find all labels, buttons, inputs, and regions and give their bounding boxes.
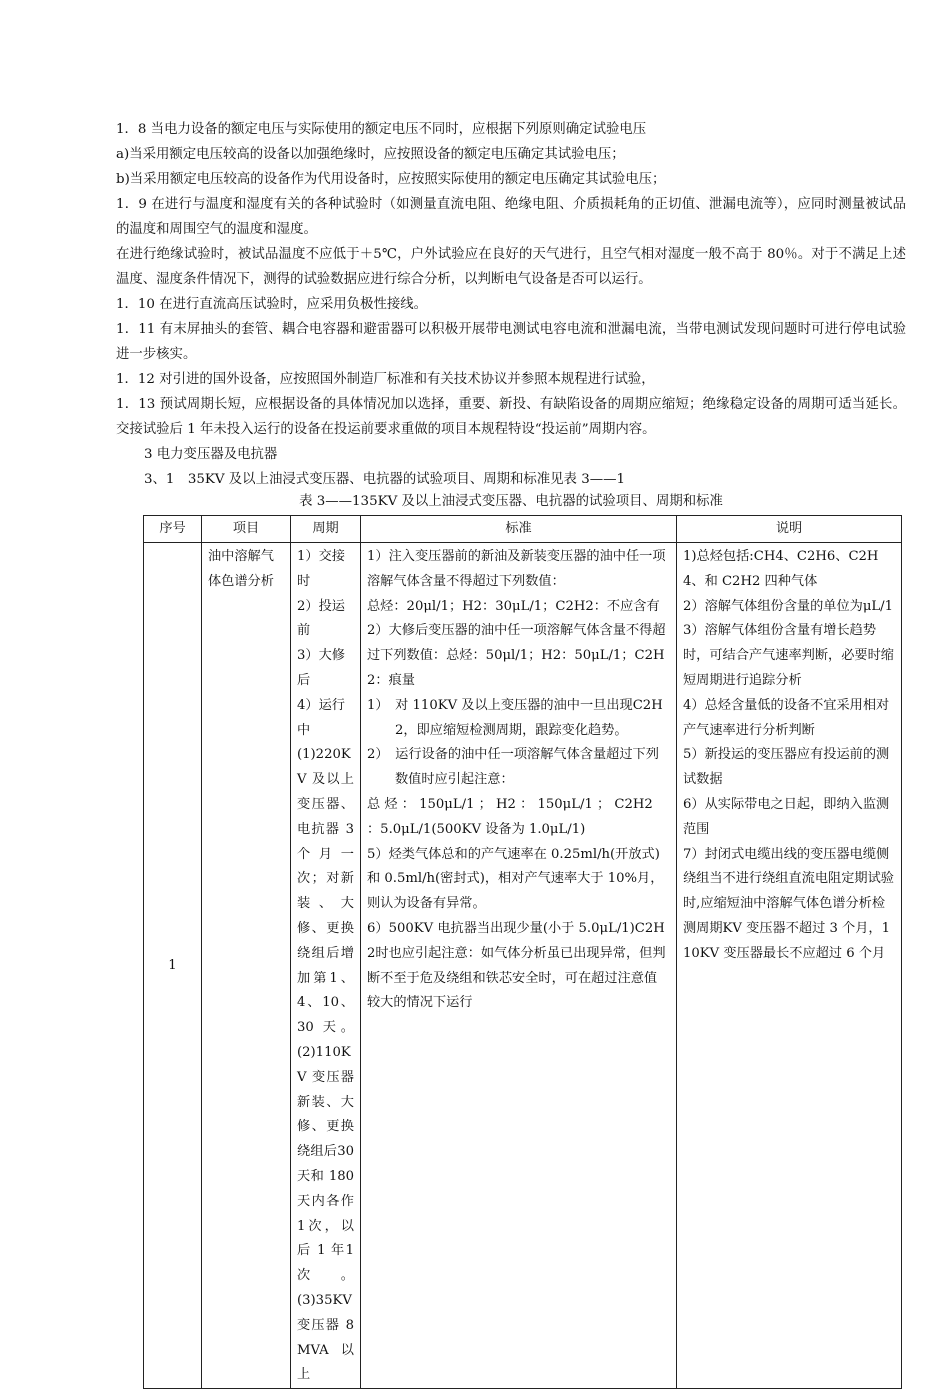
document-body [116, 117, 906, 525]
clause-1-9-insulation: 在进行绝缘试验时，被试品温度不应低于＋5℃，户外试验应在良好的天气进行，且空气相对湿度一般不高于 80％。对于不满足上述温度、湿度条件情况下，测得的试验数据应进行综合分析，以判断电气设备是否可以运行。 [116, 247, 906, 287]
row-item: 油中溶解气体色谱分析 [202, 543, 291, 1389]
period-line: 4）运行中 [297, 697, 345, 738]
standard-line: 2） 运行设备的油中任一项溶解气体含量超过下列数值时应引起注意： [367, 747, 659, 788]
standard-line: 1） 对 110KV 及以上变压器的油中一旦出现C2H2，即应缩短检测周期，跟踪变化趋势。 [367, 697, 663, 738]
note-line: 4）总烃含量低的设备不宜采用相对产气速率进行分析判断 [683, 697, 890, 738]
clause-1-8: 1．8 当电力设备的额定电压与实际使用的额定电压不同时，应根据下列原则确定试验电压 [116, 122, 647, 137]
row-period [291, 543, 361, 1389]
standard-line: 总烃：20μl/1；H2：30μL/1；C2H2：不应含有 [367, 598, 660, 614]
standard-line: 总 烃 ： 150μL/1 ； H2 ： 150μL/1 ； C2H2 ：5.0μL/1(500KV 设备为 1.0μL/1) [367, 796, 653, 837]
clause-1-10: 1．10 在进行直流高压试验时，应采用负极性接线。 [116, 297, 428, 312]
period-line: (3)35KV 变压器 8MVA 以上 [297, 1292, 354, 1383]
period-line: (1)220KV 及以上变压器、电抗器 3 个月一次；对新装、大修、更换绕组后增加第1、4、10、30 天。 [297, 747, 354, 1036]
clause-1-12: 1．12 对引进的国外设备，应按照国外制造厂标准和有关技术协议并参照本规程进行试验， [116, 372, 655, 387]
header-item: 项目 [202, 516, 291, 543]
period-line: 2）投运前 [297, 598, 345, 639]
header-notes: 说明 [677, 516, 902, 543]
table-caption: 表 3——135KV 及以上油浸式变压器、电抗器的试验项目、周期和标准 [299, 494, 723, 509]
note-line: 5）新投运的变压器应有投运前的测试数据 [683, 747, 890, 788]
note-line: 2）溶解气体组份含量的单位为μL/1 [683, 598, 893, 614]
table-row [144, 543, 902, 1389]
subsection-heading: 3、1 35KV 及以上油浸式变压器、电抗器的试验项目、周期和标准见表 3——1 [144, 472, 626, 487]
period-line: 1）交接时 [297, 549, 345, 589]
note-line: 6）从实际带电之日起，即纳入监测范围 [683, 796, 890, 837]
clause-1-13: 1．13 预试周期长短，应根据设备的具体情况加以选择，重要、新投、有缺陷设备的周期应缩短；绝缘稳定设备的周期可适当延长。交接试验后 1 年未投入运行的设备在投运前要求重做的项目本规程特设“投运前”周期内容。 [116, 397, 906, 437]
standard-line: 1）注入变压器前的新油及新装变压器的油中任一项溶解气体含量不得超过下列数值： [367, 549, 666, 589]
section-heading: 3 电力变压器及电抗器 [144, 447, 278, 462]
clause-1-8-b: b)当采用额定电压较高的设备作为代用设备时，应按照实际使用的额定电压确定其试验电压； [116, 172, 666, 187]
standard-line: 5）烃类气体总和的产气速率在 0.25ml/h(开放式)和 0.5ml/h(密封式)，相对产气速率大于 10%月，则认为设备有异常。 [367, 846, 664, 912]
row-standard [361, 543, 677, 1389]
row-number: 1 [144, 543, 202, 1389]
row-notes [677, 543, 902, 1389]
standard-line: 2）大修后变压器的油中任一项溶解气体含量不得超过下列数值：总烃：50μl/1；H2：50μL/1；C2H2：痕量 [367, 623, 666, 688]
header-standard: 标准 [361, 516, 677, 543]
header-period: 周期 [291, 516, 361, 543]
clause-1-11: 1．11 有末屏抽头的套管、耦合电容器和避雷器可以积极开展带电测试电容电流和泄漏电流，当带电测试发现问题时可进行停电试验进一步核实。 [116, 322, 906, 362]
header-num: 序号 [144, 516, 202, 543]
note-line: 3）溶解气体组份含量有增长趋势时，可结合产气速率判断，必要时缩短周期进行追踪分析 [683, 623, 894, 688]
table-header-row [144, 516, 902, 543]
standard-line: 6）500KV 电抗器当出现少量(小于 5.0μL/1)C2H2时也应引起注意：如气体分析虽已出现异常，但判断不至于危及绕组和铁芯安全时，可在超过注意值较大的情况下运行 [367, 920, 666, 1011]
clause-1-8-a: a)当采用额定电压较高的设备以加强绝缘时，应按照设备的额定电压确定其试验电压； [116, 147, 625, 162]
period-line: 3）大修后 [297, 648, 345, 688]
clause-1-9: 1．9 在进行与温度和湿度有关的各种试验时（如测量直流电阻、绝缘电阻、介质损耗角的正切值、泄漏电流等），应同时测量被试品的温度和周围空气的温度和湿度。 [116, 197, 906, 237]
note-line: 1)总烃包括:CH4、C2H6、C2H4、和 C2H2 四种气体 [683, 549, 879, 589]
test-items-table [143, 515, 902, 1389]
period-line: (2)110KV 变压器新装、大修、更换绕组后30天和 180 天内各作1次，以后 1 年1次。 [297, 1044, 354, 1284]
note-line: 7）封闭式电缆出线的变压器电缆侧绕组当不进行绕组直流电阻定期试验时,应缩短油中溶解气体色谱分析检测周期KV 变压器不超过 3 个月，110KV 变压器最长不应超过 6 个月 [683, 846, 894, 961]
